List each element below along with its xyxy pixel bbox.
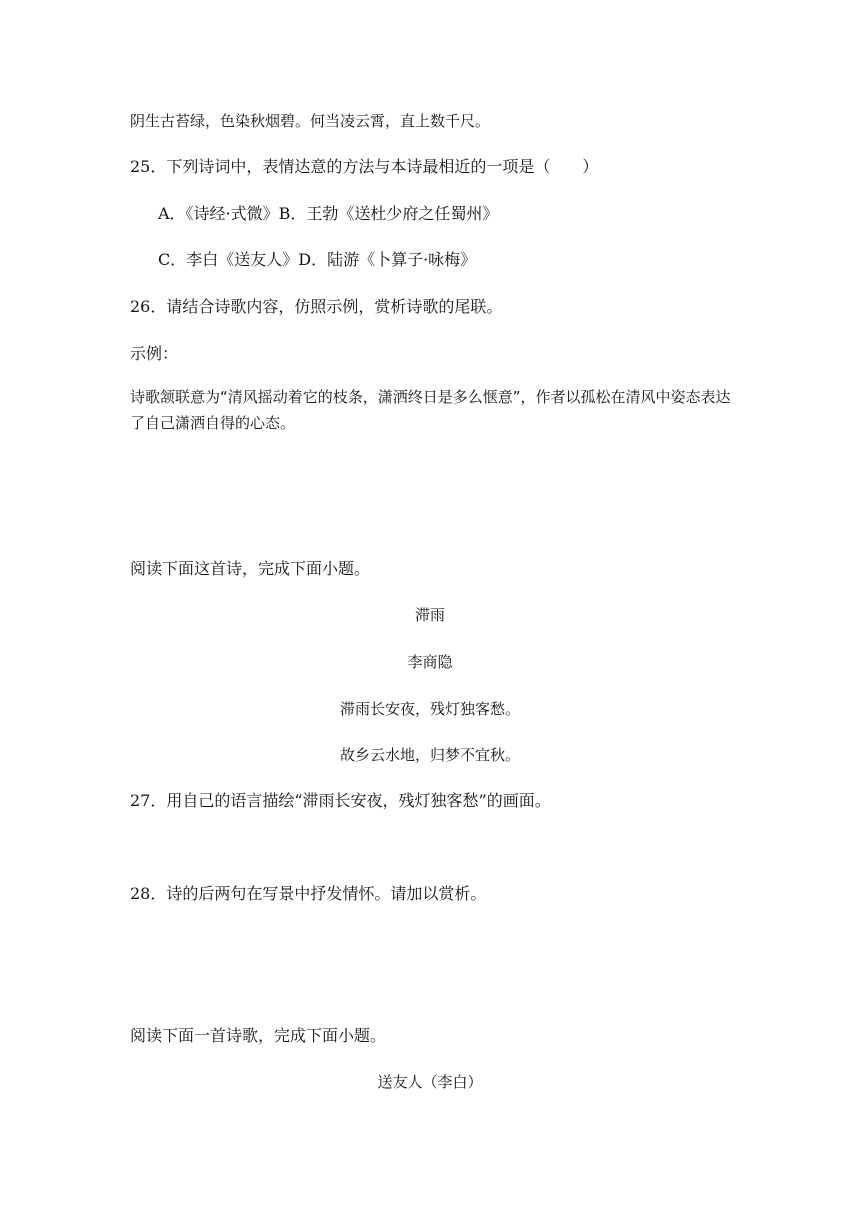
question-26-example-text: 诗歌颔联意为“清风摇动着它的枝条，潇洒终日是多么惬意”，作者以孤松在清风中姿态表达了自己潇洒自得的心态。 (130, 388, 731, 432)
question-25-stem: 25．下列诗词中，表情达意的方法与本诗最相近的一项是（ ） (130, 157, 599, 176)
section-2-intro: 阅读下面这首诗，完成下面小题。 (130, 559, 371, 578)
poem-title: 滞雨 (414, 606, 445, 624)
question-27: 27．用自己的语言描绘“滞雨长安夜，残灯独客愁”的画面。 (130, 791, 551, 810)
poem-closing-lines: 阴生古苔绿，色染秋烟碧。何当凌云霄，直上数千尺。 (130, 112, 491, 130)
poem-line-2: 故乡云水地，归梦不宜秋。 (339, 746, 520, 764)
question-26-stem: 26．请结合诗歌内容，仿照示例，赏析诗歌的尾联。 (130, 297, 503, 316)
question-25-options-cd: C．李白《送友人》D．陆游《卜算子·咏梅》 (158, 250, 477, 269)
question-28: 28．诗的后两句在写景中抒发情怀。请加以赏析。 (130, 884, 487, 903)
question-25-options-ab: A．《诗经·式微》B．王勃《送杜少府之任蜀州》 (158, 204, 499, 223)
question-26-example-label: 示例： (130, 344, 179, 363)
poem-title-2: 送友人（李白） (377, 1073, 483, 1091)
poem-author: 李商隐 (407, 653, 453, 671)
section-3-intro: 阅读下面一首诗歌，完成下面小题。 (130, 1026, 387, 1045)
poem-line-1: 滞雨长安夜，残灯独客愁。 (339, 700, 520, 718)
